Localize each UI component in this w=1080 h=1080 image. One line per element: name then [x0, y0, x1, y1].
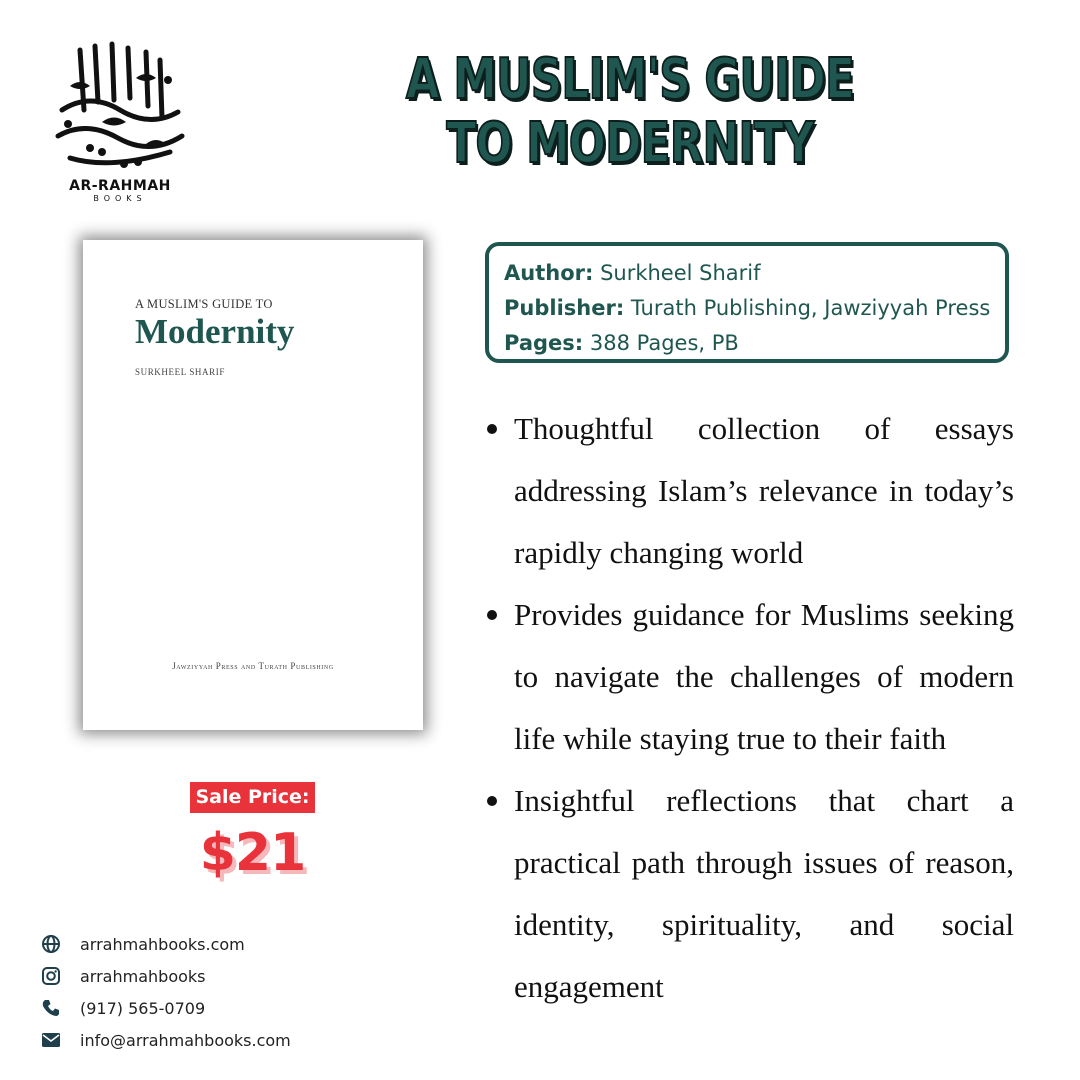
book-details-box [485, 242, 1009, 363]
brand-name: AR-RAHMAH [69, 178, 171, 194]
detail-author [504, 256, 989, 291]
publisher-value: Turath Publishing, Jawziyyah Press [630, 296, 991, 320]
cover-title: Modernity [135, 312, 295, 351]
brand-logo [50, 40, 190, 205]
list-item: Provides guidance for Muslims seeking to navigate the challenges of modern life while staying true to their faith [484, 584, 1014, 770]
author-value: Surkheel Sharif [600, 261, 761, 285]
pages-label: Pages: [504, 331, 584, 355]
book-cover [83, 240, 423, 730]
contact-list [38, 928, 338, 1056]
cover-author: SURKHEEL SHARIF [135, 367, 225, 377]
list-item: Insightful reflections that chart a practical path through issues of reason, identity, spirituality, and social engagement [484, 770, 1014, 1018]
sale-price-value: $21 [199, 823, 306, 883]
list-item: Thoughtful collection of essays addressing Islam’s relevance in today’s rapidly changing world [484, 398, 1014, 584]
contact-website-text: arrahmahbooks.com [80, 934, 245, 954]
feature-list [484, 398, 1014, 1018]
contact-instagram-text: arrahmahbooks [80, 966, 206, 986]
arabic-calligraphy-logo-icon [50, 40, 190, 175]
detail-publisher [504, 291, 989, 326]
contact-email[interactable] [38, 1024, 338, 1056]
cover-publisher: Jawziyyah Press and Turath Publishing [172, 661, 334, 671]
pages-value: 388 Pages, PB [589, 331, 739, 355]
contact-website[interactable] [38, 928, 338, 960]
author-label: Author: [504, 261, 594, 285]
globe-icon [38, 931, 64, 957]
instagram-icon [38, 963, 64, 989]
contact-phone[interactable] [38, 992, 338, 1024]
publisher-label: Publisher: [504, 296, 625, 320]
cover-supertitle: A MUSLIM'S GUIDE TO [135, 297, 273, 311]
contact-email-text: info@arrahmahbooks.com [80, 1030, 291, 1050]
contact-phone-text: (917) 565-0709 [80, 998, 206, 1018]
sale-price-label: Sale Price: [190, 782, 315, 813]
page-title: A MUSLIM'S GUIDE TO MODERNITY [405, 47, 855, 176]
detail-pages [504, 326, 989, 361]
phone-icon [38, 995, 64, 1021]
brand-subtitle: BOOKS [93, 194, 147, 203]
mail-icon [38, 1027, 64, 1053]
contact-instagram[interactable] [38, 960, 338, 992]
